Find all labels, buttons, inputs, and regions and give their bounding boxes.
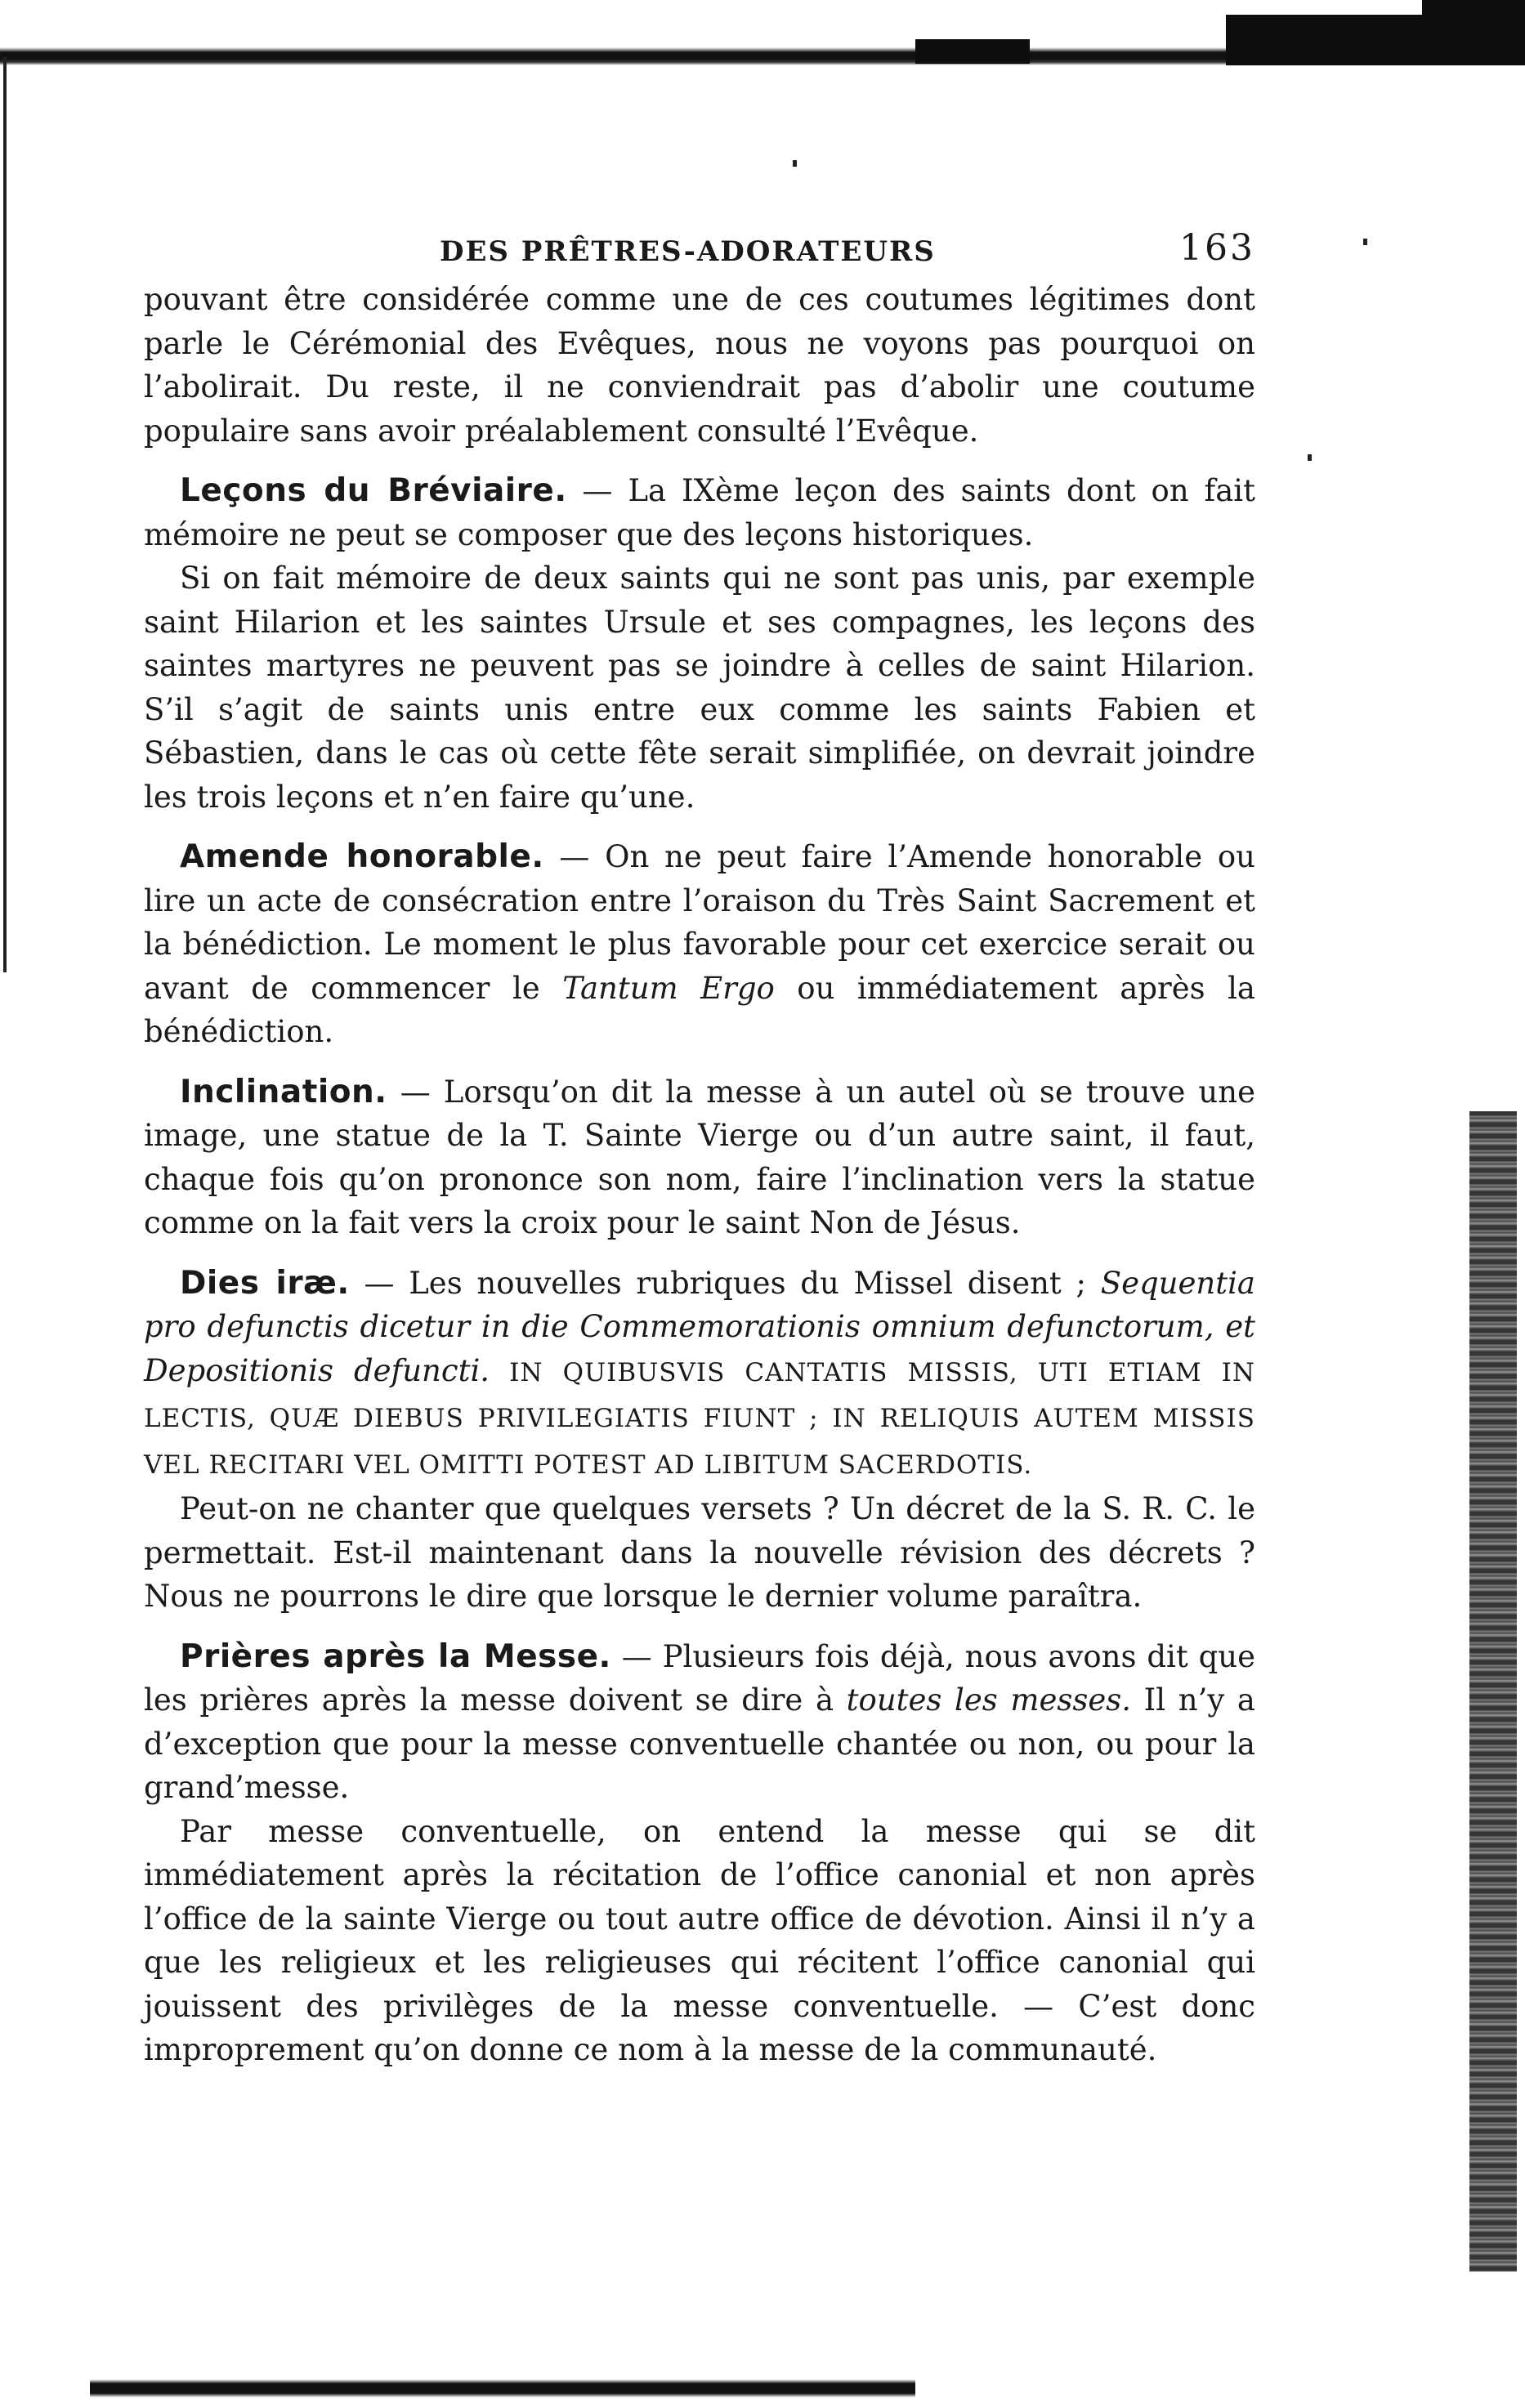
section-text-prieres: — Plusieurs fois déjà, nous avons dit que les prières après la messe doivent se dire à bbox=[144, 1638, 1256, 1718]
paragraph-lecons-saints: Si on fait mémoire de deux saints qui ne sont pas unis, par exemple saint Hilarion et les saintes Ursule et ses compagnes, les leçons des saintes martyres ne peuvent pas se joindre à celles de saint Hilarion. S’il s’agit de saints unis entre eux comme les saints Fabien et Sébastien, dans le cas où cette fête serait simplifiée, on devrait joindre les trois leçons et n’en faire qu’une. bbox=[144, 561, 1255, 815]
section-dies-irae bbox=[144, 1262, 1255, 1488]
section-lecons bbox=[144, 469, 1255, 556]
smallcaps-rubric: IN QUIBUSVIS CANTATIS MISSIS, UTI ETIAM IN LECTIS, QUÆ DIEBUS PRIVILEGIATIS FIUNT ; IN RELIQUIS AUTEM MISSIS VEL RECITARI VEL OMITTI POTEST AD LIBITUM SACERDOTIS. bbox=[144, 1357, 1255, 1480]
section-inclination bbox=[144, 1070, 1255, 1245]
section-heading-inclination: Inclination. bbox=[180, 1073, 387, 1110]
scan-binding-edge bbox=[1469, 1111, 1517, 2272]
italic-tantum-ergo: Tantum Ergo bbox=[562, 970, 775, 1006]
italic-toutes-les-messes: toutes les messes. bbox=[846, 1682, 1132, 1718]
section-heading-amende: Amende honorable. bbox=[180, 838, 544, 875]
scan-ink-blot bbox=[1422, 0, 1525, 65]
section-text-dies-irae: — Les nouvelles rubriques du Missel disent ; bbox=[349, 1265, 1101, 1301]
section-heading-dies-irae: Dies iræ. bbox=[180, 1264, 350, 1302]
section-heading-prieres: Prières après la Messe. bbox=[180, 1637, 611, 1675]
scan-ink-blot bbox=[915, 39, 1030, 64]
paragraph-messe-conventuelle: Par messe conventuelle, on entend la messe qui se dit immédiatement après la récitation de l’office canonial et non après l’office de la sainte Vierge ou tout autre office de dévotion. Ainsi il n’y a que les religieux et les religieuses qui récitent l’office canonial qui jouissent des privilèges de la messe conventuelle. — C’est donc improprement qu’on donne ce nom à la messe de la communauté. bbox=[144, 1813, 1255, 2067]
paragraph-coutume: pouvant être considérée comme une de ces coutumes légitimes dont parle le Cérémonial des Evêques, nous ne voyons pas pourquoi on l’abolirait. Du reste, il ne conviendrait pas d’abolir une coutume populaire sans avoir préalablement consulté l’Evêque. bbox=[144, 282, 1255, 449]
section-text-prieres-end: Il n’y a d’exception que pour la messe conventuelle chantée ou non, ou pour la grand’messe. bbox=[144, 1682, 1255, 1805]
section-text-amende-end: ou immédiatement après la bénédiction. bbox=[144, 970, 1255, 1049]
section-heading-lecons: Leçons du Bréviaire. bbox=[180, 472, 567, 509]
section-text-lecons: — La IXème leçon des saints dont on fait mémoire ne peut se composer que des leçons historiques. bbox=[144, 473, 1255, 552]
running-head bbox=[144, 221, 1255, 278]
scan-speck bbox=[1363, 239, 1367, 245]
section-prieres bbox=[144, 1635, 1255, 1810]
italic-sequentia: Sequentia pro defunctis dicetur in die Commemorationis omnium defunctorum, et Depositionis defuncti. bbox=[144, 1265, 1255, 1388]
paragraph-versets: Peut-on ne chanter que quelques versets ? Un décret de la S. R. C. le permettait. Est-il maintenant dans la nouvelle révision des décrets ? Nous ne pourrons le dire que lorsque le dernier volume paraîtra. bbox=[144, 1491, 1255, 1614]
section-text-inclination: — Lorsqu’on dit la messe à un autel où se trouve une image, une statue de la T. Sainte Vierge ou d’un autre saint, il faut, chaque fois qu’on prononce son nom, faire l’inclination vers la statue comme on la fait vers la croix pour le saint Non de Jésus. bbox=[144, 1074, 1255, 1240]
scan-left-edge bbox=[3, 57, 7, 972]
scan-bottom-border bbox=[90, 2379, 915, 2397]
scan-speck bbox=[1308, 454, 1312, 461]
section-text-amende: — On ne peut faire l’Amende honorable ou lire un acte de consécration entre l’oraison du Très Saint Sacrement et la bénédiction. Le moment le plus favorable pour cet exercice serait ou avant de commencer le bbox=[144, 839, 1255, 1006]
running-title: DES PRÊTRES-ADORATEURS bbox=[440, 235, 936, 268]
page-number: 163 bbox=[1179, 227, 1255, 269]
scan-speck bbox=[793, 160, 797, 167]
section-amende bbox=[144, 835, 1255, 1054]
book-page bbox=[144, 221, 1255, 2072]
